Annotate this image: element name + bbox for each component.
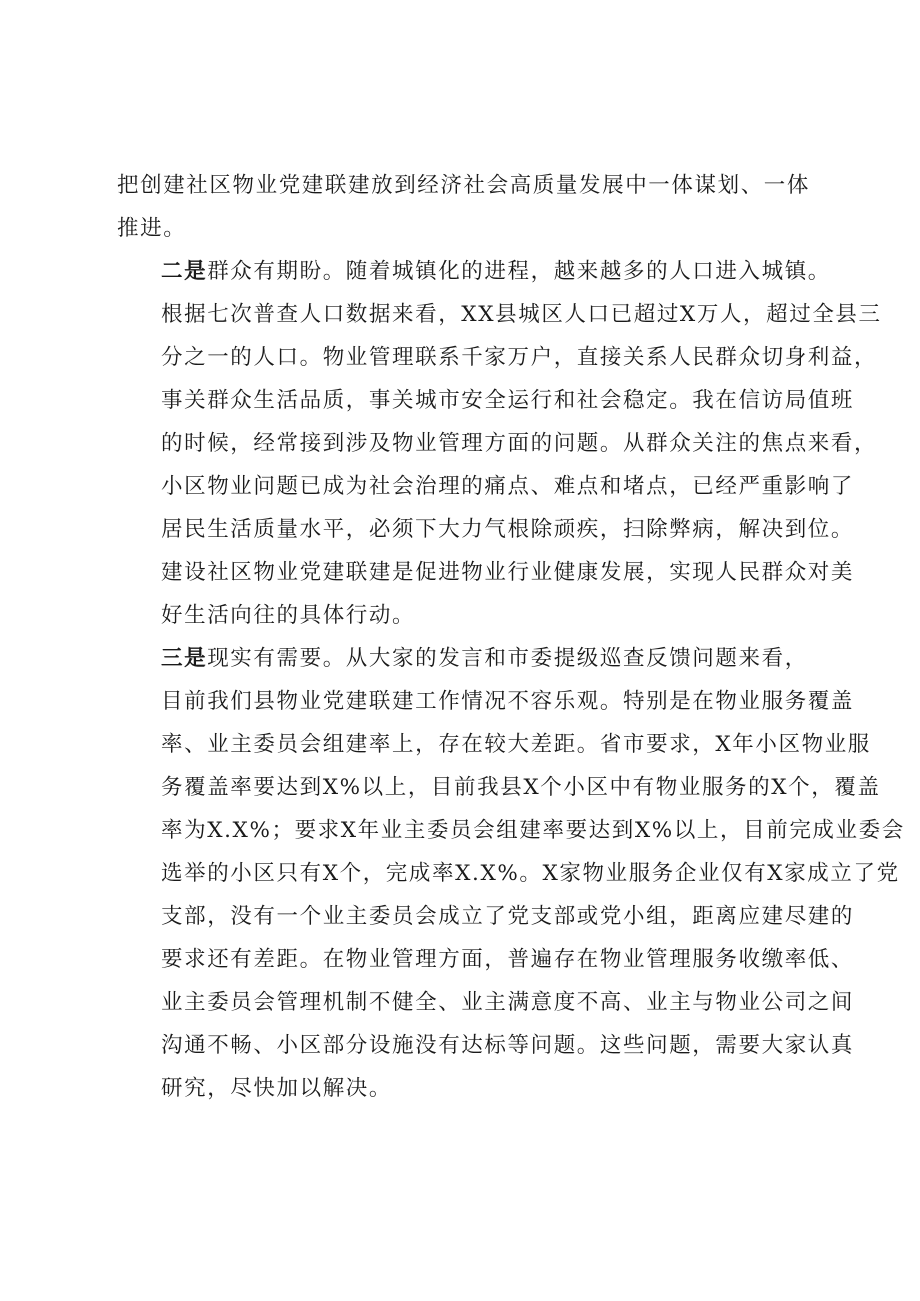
document-body — [117, 164, 905, 1110]
text-line: 小区物业问题已成为社会治理的痛点、难点和堵点，已经严重影响了 — [161, 474, 855, 499]
text-line: 业主委员会管理机制不健全、业主满意度不高、业主与物业公司之间 — [161, 990, 855, 1015]
text-line-content: 现实有需要。从大家的发言和市委提级巡查反馈问题来看， — [207, 646, 808, 671]
text-line: 率为X.X%；要求X年业主委员会组建率要达到X%以上，目前完成业委会 — [161, 818, 905, 843]
text-line: 推进。 — [117, 216, 187, 241]
text-line: 的时候，经常接到涉及物业管理方面的问题。从群众关注的焦点来看， — [161, 431, 878, 456]
text-line: 分之一的人口。物业管理联系千家万户，直接关系人民群众切身利益， — [161, 345, 878, 370]
text-line: 把创建社区物业党建联建放到经济社会高质量发展中一体谋划、一体 — [117, 173, 811, 198]
text-line: 沟通不畅、小区部分设施没有达标等问题。这些问题，需要大家认真 — [161, 1033, 855, 1058]
text-line — [117, 637, 817, 680]
text-line: 根据七次普查人口数据来看，XX县城区人口已超过X万人，超过全县三 — [161, 302, 882, 327]
text-line — [117, 250, 831, 293]
text-line: 率、业主委员会组建率上，存在较大差距。省市要求，X年小区物业服 — [161, 732, 871, 757]
paragraph-continuation — [117, 164, 817, 250]
text-line: 要求还有差距。在物业管理方面，普遍存在物业管理服务收缴率低、 — [161, 947, 855, 972]
text-line: 建设社区物业党建联建是促进物业行业健康发展，实现人民群众对美 — [161, 560, 855, 585]
paragraph-lead: 二是 — [161, 259, 208, 284]
text-line: 研究，尽快加以解决。 — [161, 1076, 393, 1101]
paragraph-point-two — [117, 250, 882, 637]
text-line: 支部，没有一个业主委员会成立了党支部或党小组，距离应建尽建的 — [161, 904, 855, 929]
paragraph-lead: 三是 — [161, 646, 208, 671]
text-line-content: 群众有期盼。随着城镇化的进程，越来越多的人口进入城镇。 — [207, 259, 831, 284]
text-line: 目前我们县物业党建联建工作情况不容乐观。特别是在物业服务覆盖 — [161, 689, 855, 714]
text-line: 务覆盖率要达到X%以上，目前我县X个小区中有物业服务的X个，覆盖 — [161, 775, 881, 800]
text-line: 居民生活质量水平，必须下大力气根除顽疾，扫除弊病，解决到位。 — [161, 517, 855, 542]
text-line: 事关群众生活品质，事关城市安全运行和社会稳定。我在信访局值班 — [161, 388, 855, 413]
text-line: 好生活向往的具体行动。 — [161, 603, 416, 628]
text-line: 选举的小区只有X个，完成率X.X%。X家物业服务企业仅有X家成立了党 — [161, 861, 900, 886]
paragraph-point-three — [117, 637, 905, 1110]
